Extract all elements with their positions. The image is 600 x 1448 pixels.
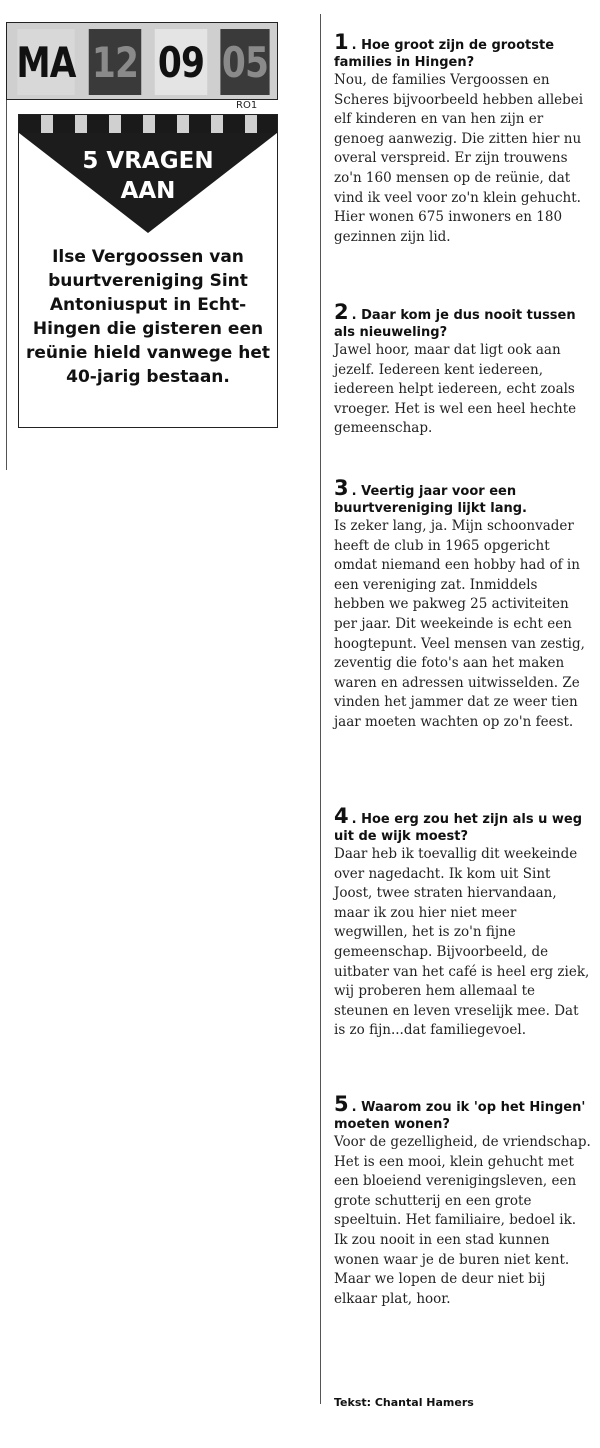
answer-text: Nou, de families Vergoossen en Scheres bijvoorbeeld hebben allebei elf kinderen en van hen zijn er genoeg aanwezig. Die zitten hier nu overal verspreid. Er zijn trouwens zo'n 160 mensen op de reünie, dat vind ik veel voor zo'n klein gehucht. Hier wonen 675 inwoners en 180 gezinnen zijn lid. — [334, 72, 584, 245]
stripe-decoration — [19, 115, 277, 133]
author-credit: Tekst: Chantal Hamers — [334, 1396, 474, 1409]
question-heading — [334, 804, 592, 845]
question-heading — [334, 1092, 592, 1133]
question-number: 5 — [334, 1092, 349, 1116]
question-text: . Veertig jaar voor een buurtvereniging lijkt lang. — [334, 484, 528, 516]
question-text: . Waarom zou ik 'op het Hingen' moeten wonen? — [334, 1100, 586, 1132]
date-day: MA — [17, 29, 74, 95]
date-dd: 12 — [89, 29, 141, 95]
question-heading — [334, 30, 592, 71]
answer-text: Daar heb ik toevallig dit weekeinde over nagedacht. Ik kom uit Sint Joost, twee straten hiervandaan, maar ik zou hier niet meer wegwillen, het is zo'n fijne gemeenschap. Bijvoorbeeld, de uitbater van het café is heel erg ziek, wij proberen hem allemaal te steunen en leven vreselijk mee. Dat is zo fijn...dat familiegevoel. — [334, 846, 590, 1039]
date-bar — [6, 22, 278, 100]
question-text: . Daar kom je dus nooit tussen als nieuweling? — [334, 308, 576, 340]
column-rule-left — [6, 96, 7, 470]
feature-box — [18, 114, 278, 428]
answer-text: Voor de gezelligheid, de vriendschap. Het is een mooi, klein gehucht met een bloeiend verenigingsleven, een grote schutterij en een grote speeltuin. Het familiaire, bedoel ik. Ik zou nooit in een stad kunnen wonen waar je de buren niet kent. Maar we lopen de deur niet bij elkaar plat, hoor. — [334, 1134, 591, 1307]
answer-text: Is zeker lang, ja. Mijn schoonvader heeft de club in 1965 opgericht omdat niemand een hobby had of in een vereniging zat. Inmiddels hebben we pakweg 25 activiteiten per jaar. Dit weekeinde is echt een hoogtepunt. Veel mensen van zestig, zeventig die foto's aan het maken waren en adressen uitwisselden. Ze vinden het jammer dat ze weer tien jaar moeten wachten op zo'n feest. — [334, 518, 585, 730]
date-yy: 05 — [220, 29, 269, 95]
feature-title-line2: AAN — [120, 178, 176, 204]
question-heading — [334, 476, 592, 517]
question-block — [334, 476, 592, 733]
date-mm: 09 — [155, 29, 207, 95]
question-block — [334, 804, 592, 1041]
intro-text: Ilse Vergoossen van buurtvereniging Sint Antoniusput in Echt-Hingen die gisteren een reünie hield vanwege het 40-jarig bestaan. — [25, 247, 271, 387]
column-rule-middle — [320, 14, 321, 1404]
page-code: RO1 — [236, 100, 258, 111]
feature-title-line1: 5 VRAGEN — [82, 148, 214, 174]
question-number: 2 — [334, 300, 349, 324]
question-text: . Hoe erg zou het zijn als u weg uit de wijk moest? — [334, 812, 583, 844]
question-heading — [334, 300, 592, 341]
question-block — [334, 30, 592, 247]
question-number: 1 — [334, 30, 349, 54]
question-number: 3 — [334, 476, 349, 500]
question-number: 4 — [334, 804, 349, 828]
answer-text: Jawel hoor, maar dat ligt ook aan jezelf. Iedereen kent iedereen, iedereen helpt iedereen, echt zoals vroeger. Het is wel een heel hechte gemeenschap. — [334, 342, 577, 437]
question-text: . Hoe groot zijn de grootste families in Hingen? — [334, 38, 555, 70]
question-block — [334, 300, 592, 439]
question-block — [334, 1092, 592, 1309]
